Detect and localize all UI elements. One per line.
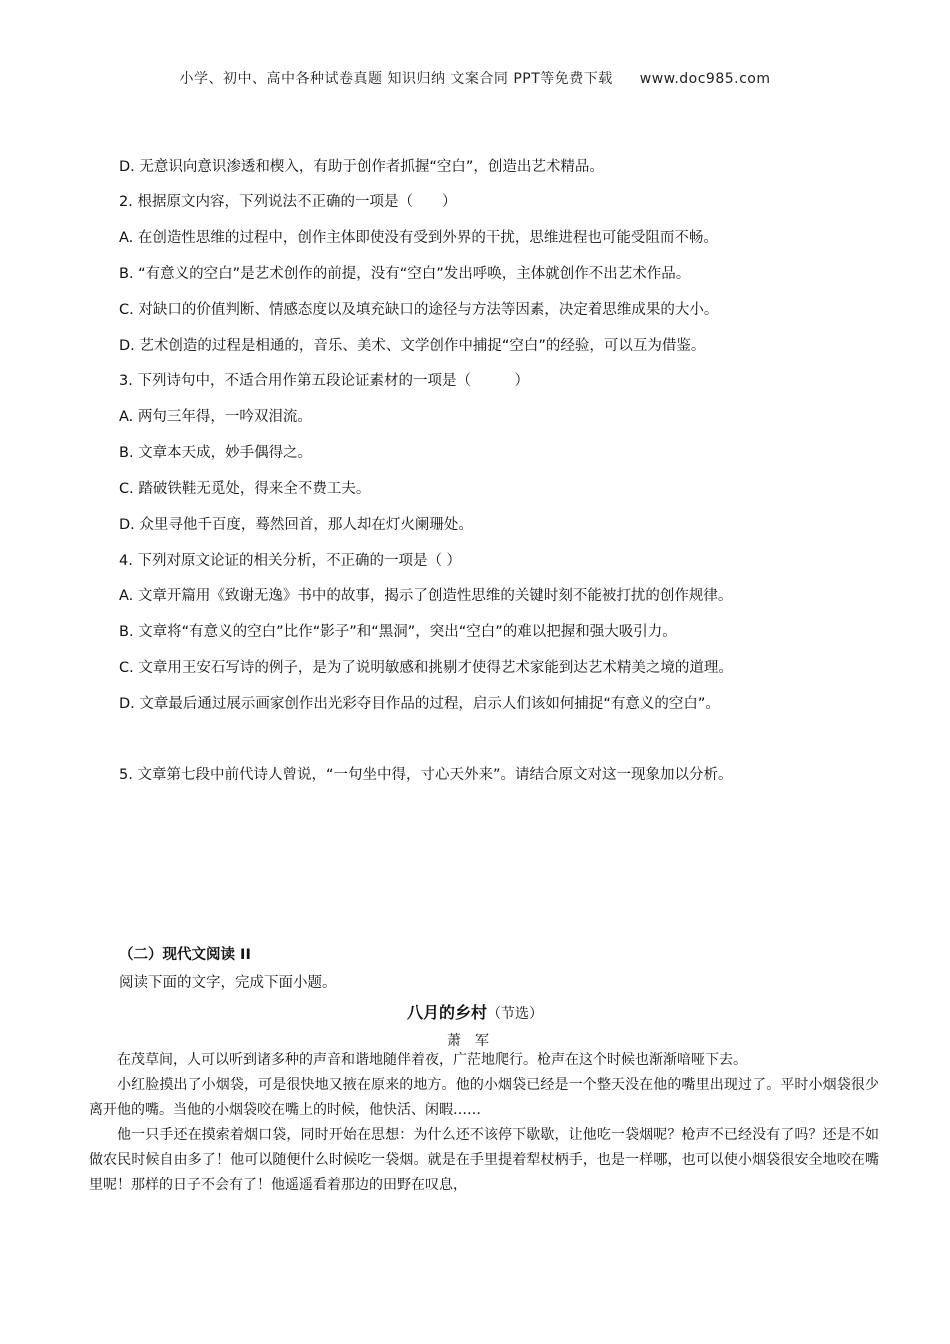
option-4c: C. 文章用王安石写诗的例子，是为了说明敏感和挑剔才使得艺术家能到达艺术精美之境的道理。 (119, 660, 733, 676)
article-author: 萧军 (447, 1033, 503, 1049)
option-3c: C. 踏破铁鞋无觅处，得来全不费工夫。 (119, 481, 371, 497)
question-2: 2. 根据原文内容，下列说法不正确的一项是（ ） (119, 194, 457, 210)
option-4d: D. 文章最后通过展示画家创作出光彩夺目作品的过程，启示人们该如何捕捉“有意义的空白”。 (119, 696, 720, 712)
option-2b: B. “有意义的空白”是艺术创作的前提，没有“空白”发出呼唤，主体就创作不出艺术作品。 (119, 266, 691, 282)
option-3b: B. 文章本天成，妙手偶得之。 (119, 445, 313, 461)
option-1d: D. 无意识向意识渗透和楔入，有助于创作者抓握“空白”，创造出艺术精品。 (119, 159, 604, 175)
option-4a: A. 文章开篇用《致谢无逸》书中的故事，揭示了创造性思维的关键时刻不能被打扰的创作规律。 (119, 588, 733, 604)
article-title (0, 1000, 950, 1023)
article-title-note: （节选） (487, 1006, 543, 1022)
article-title-text: 八月的乡村 (406, 1003, 487, 1022)
option-2a: A. 在创造性思维的过程中，创作主体即使没有受到外界的干扰，思维进程也可能受阻而不畅。 (119, 230, 718, 246)
question-3: 3. 下列诗句中，不适合用作第五段论证素材的一项是（ ） (119, 373, 529, 389)
section-instruction: 阅读下面的文字，完成下面小题。 (119, 975, 337, 991)
article-paragraph: 他一只手还在摸索着烟口袋，同时开始在思想：为什么还不该停下歇歇，让他吃一袋烟呢？枪声不已经没有了吗？还是不如做农民时候自由多了！他可以随便什么时候吃一袋烟。就是在手里提着犁杖柄手，也是一样哪，也可以使小烟袋很安全地咬在嘴里呢！那样的日子不会有了！他遥遥看着那边的田野在叹息， (89, 1127, 879, 1193)
option-2d: D. 艺术创造的过程是相通的，音乐、美术、文学创作中捕捉“空白”的经验，可以互为借鉴。 (119, 338, 706, 354)
option-4b: B. 文章将“有意义的空白”比作“影子”和“黑洞”，突出“空白”的难以把握和强大吸引力。 (119, 624, 677, 640)
header-text: 小学、初中、高中各种试卷真题 知识归纳 文案合同 PPT等免费下载 (179, 71, 613, 87)
article-body (89, 1048, 879, 1198)
option-3d: D. 众里寻他千百度，蓦然回首，那人却在灯火阑珊处。 (119, 517, 473, 533)
header-site-link[interactable]: www.doc985.com (639, 71, 771, 87)
article-paragraph: 在茂草间，人可以听到诸多种的声音和谐地随伴着夜，广茫地爬行。枪声在这个时候也渐渐喑哑下去。 (117, 1052, 747, 1068)
section-heading: （二）现代文阅读 II (119, 947, 251, 963)
page-header (0, 68, 950, 88)
question-4: 4. 下列对原文论证的相关分析，不正确的一项是（ ） (119, 553, 462, 569)
article-paragraph: 小红脸摸出了小烟袋，可是很快地又掖在原来的地方。他的小烟袋已经是一个整天没在他的嘴里出现过了。平时小烟袋很少离开他的嘴。当他的小烟袋咬在嘴上的时候，他快活、闲暇…… (89, 1077, 879, 1118)
question-5: 5. 文章第七段中前代诗人曾说，“一句坐中得，寸心天外来”。请结合原文对这一现象加以分析。 (119, 767, 733, 783)
option-3a: A. 两句三年得，一吟双泪流。 (119, 409, 312, 425)
option-2c: C. 对缺口的价值判断、情感态度以及填充缺口的途径与方法等因素，决定着思维成果的大小。 (119, 302, 719, 318)
